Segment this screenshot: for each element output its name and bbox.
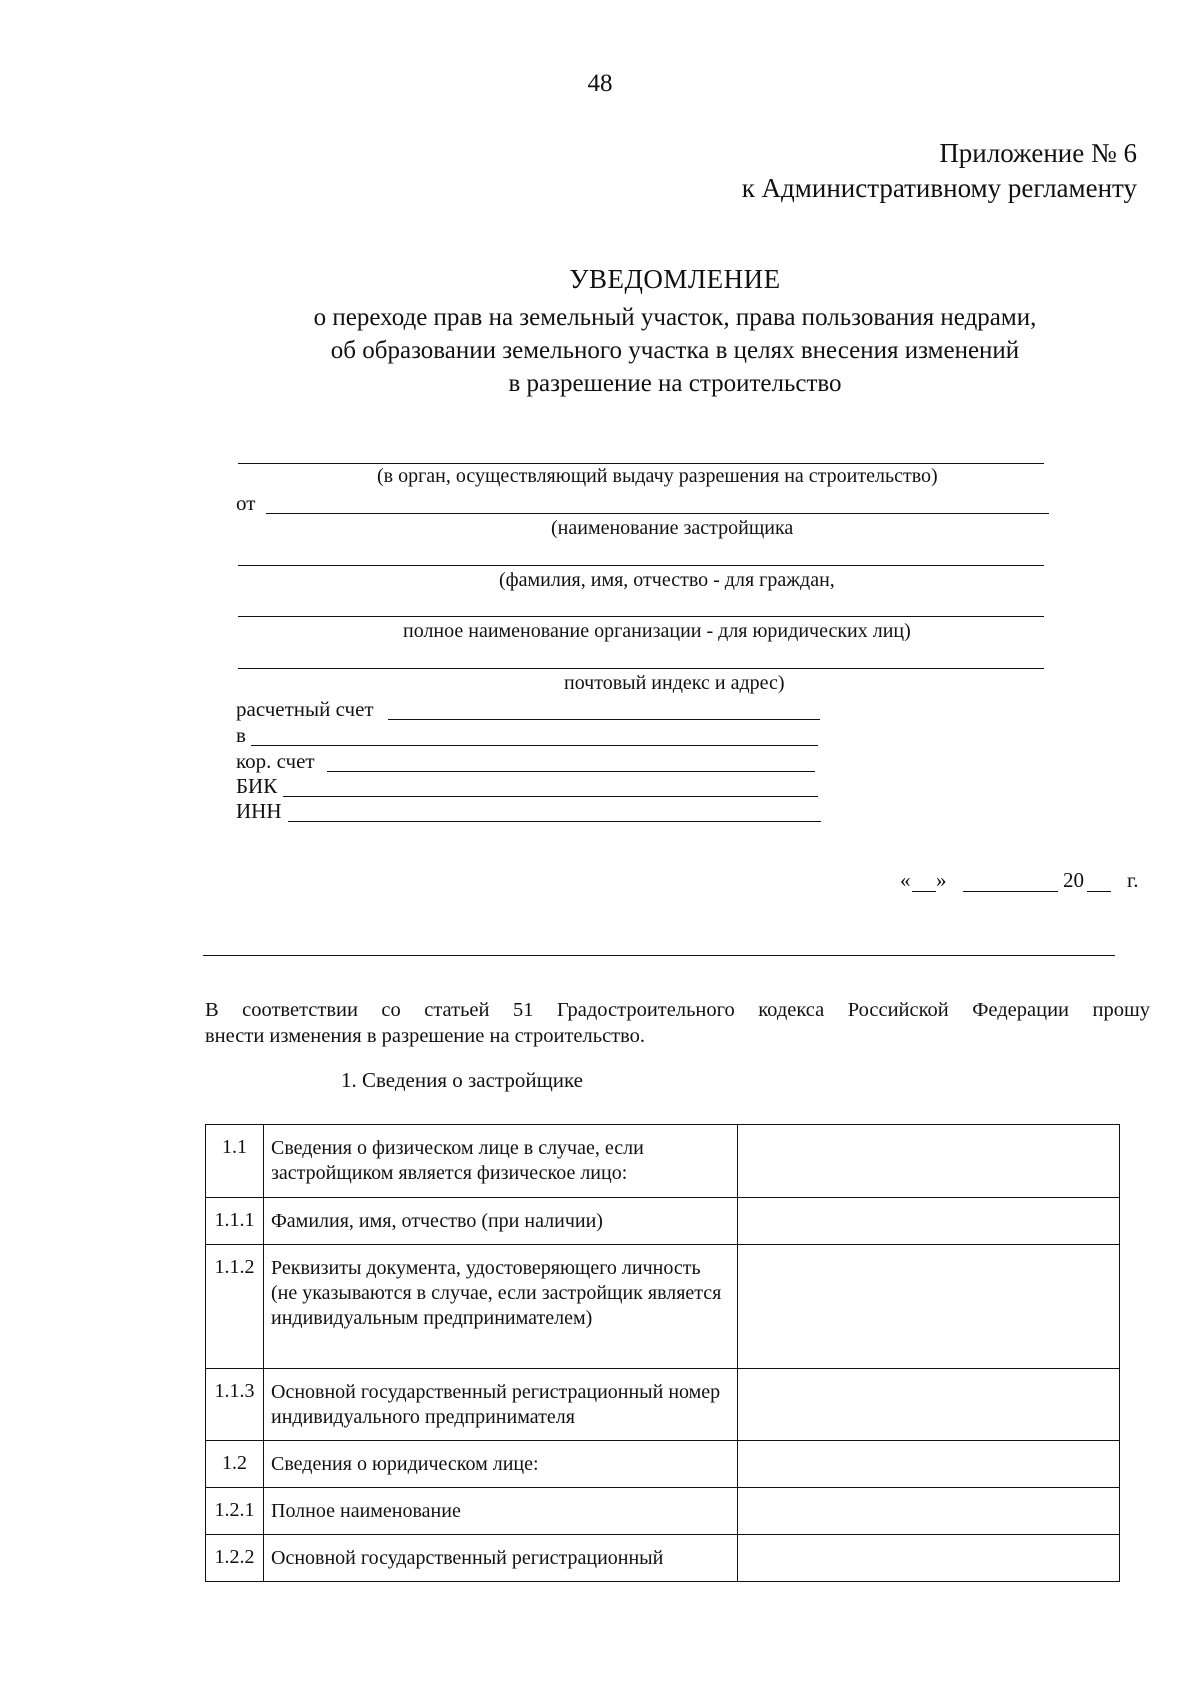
row-text: Основной государственный регистрационный bbox=[264, 1535, 738, 1582]
table-row bbox=[206, 1535, 1120, 1582]
row-number: 1.1.2 bbox=[206, 1245, 264, 1369]
row-text: Реквизиты документа, удостоверяющего личность (не указываются в случае, если застройщик является индивидуальным предпринимателем) bbox=[264, 1245, 738, 1369]
request-paragraph bbox=[205, 997, 1150, 1049]
bank-field-line[interactable] bbox=[251, 745, 818, 746]
row-text: Полное наименование bbox=[264, 1488, 738, 1535]
row-value-cell[interactable] bbox=[738, 1125, 1120, 1198]
address-field-line[interactable] bbox=[238, 668, 1044, 669]
document-title: УВЕДОМЛЕНИЕ bbox=[569, 264, 781, 294]
table-row bbox=[206, 1488, 1120, 1535]
row-value-cell[interactable] bbox=[738, 1441, 1120, 1488]
year-suffix: г. bbox=[1127, 868, 1139, 892]
appendix-line-1: Приложение № 6 bbox=[939, 138, 1137, 168]
row-value-cell[interactable] bbox=[738, 1535, 1120, 1582]
table-row bbox=[206, 1125, 1120, 1198]
row-number: 1.2 bbox=[206, 1441, 264, 1488]
section-heading: 1. Сведения о застройщике bbox=[341, 1068, 584, 1092]
citizen-field-line[interactable] bbox=[238, 565, 1044, 566]
document-subtitle bbox=[0, 301, 1200, 400]
row-value-cell[interactable] bbox=[738, 1488, 1120, 1535]
row-text: Фамилия, имя, отчество (при наличии) bbox=[264, 1198, 738, 1245]
account-field-line[interactable] bbox=[388, 719, 820, 720]
table-row bbox=[206, 1245, 1120, 1369]
subtitle-line-2: об образовании земельного участка в целях внесения изменений bbox=[330, 337, 1020, 364]
section-separator bbox=[203, 955, 1115, 956]
table-row bbox=[206, 1369, 1120, 1441]
org-caption: полное наименование организации - для юридических лиц) bbox=[403, 620, 911, 642]
inn-label: ИНН bbox=[236, 799, 282, 823]
bank-label: в bbox=[236, 723, 246, 747]
appendix-reference bbox=[742, 136, 1137, 206]
from-label: от bbox=[236, 491, 256, 515]
inn-field-line[interactable] bbox=[288, 821, 821, 822]
developer-info-table bbox=[205, 1124, 1120, 1582]
subtitle-line-3: в разрешение на строительство bbox=[508, 370, 842, 397]
subtitle-line-1: о переходе прав на земельный участок, права пользования недрами, bbox=[313, 304, 1037, 331]
developer-field-line[interactable] bbox=[266, 513, 1049, 514]
year-prefix: 20 bbox=[1063, 868, 1084, 892]
paragraph-line-2: внести изменения в разрешение на строительство. bbox=[205, 1025, 646, 1047]
table-row bbox=[206, 1198, 1120, 1245]
row-text: Сведения о юридическом лице: bbox=[264, 1441, 738, 1488]
year-field-line[interactable] bbox=[1087, 891, 1111, 892]
row-number: 1.1.1 bbox=[206, 1198, 264, 1245]
page-number: 48 bbox=[587, 70, 613, 97]
row-number: 1.2.1 bbox=[206, 1488, 264, 1535]
row-number: 1.2.2 bbox=[206, 1535, 264, 1582]
organ-caption: (в орган, осуществляющий выдачу разрешения на строительство) bbox=[377, 465, 938, 487]
month-field-line[interactable] bbox=[963, 891, 1058, 892]
row-text: Основной государственный регистрационный номер индивидуального предпринимателя bbox=[264, 1369, 738, 1441]
bik-field-line[interactable] bbox=[283, 796, 818, 797]
appendix-line-2: к Административному регламенту bbox=[741, 173, 1137, 203]
row-value-cell[interactable] bbox=[738, 1245, 1120, 1369]
corr-account-label: кор. счет bbox=[236, 749, 315, 773]
citizen-caption: (фамилия, имя, отчество - для граждан, bbox=[499, 569, 835, 591]
developer-caption: (наименование застройщика bbox=[551, 517, 794, 539]
table-row bbox=[206, 1441, 1120, 1488]
row-value-cell[interactable] bbox=[738, 1369, 1120, 1441]
address-caption: почтовый индекс и адрес) bbox=[564, 672, 785, 694]
row-number: 1.1.3 bbox=[206, 1369, 264, 1441]
paragraph-line-1: В соответствии со статьей 51 Градостроительного кодекса Российской Федерации прошу bbox=[205, 999, 1150, 1021]
row-text: Сведения о физическом лице в случае, если застройщиком является физическое лицо: bbox=[264, 1125, 738, 1198]
bik-label: БИК bbox=[236, 774, 278, 798]
account-label: расчетный счет bbox=[236, 697, 374, 721]
row-number: 1.1 bbox=[206, 1125, 264, 1198]
org-field-line[interactable] bbox=[238, 616, 1044, 617]
row-value-cell[interactable] bbox=[738, 1198, 1120, 1245]
date-quote-close: » bbox=[936, 868, 947, 892]
corr-account-field-line[interactable] bbox=[327, 771, 815, 772]
day-field-line[interactable] bbox=[912, 891, 936, 892]
organ-field-line[interactable] bbox=[238, 463, 1044, 464]
date-quote-open: « bbox=[900, 868, 911, 892]
